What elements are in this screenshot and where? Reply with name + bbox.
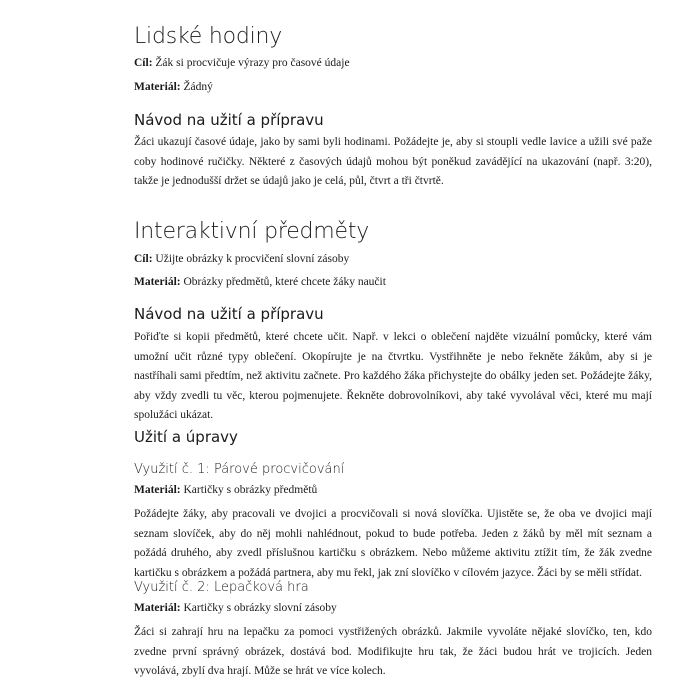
material-text: Kartičky s obrázky slovní zásoby [183, 602, 337, 614]
subheading-instructions: Návod na užití a přípravu [134, 305, 324, 323]
subheading-uses: Užití a úpravy [134, 428, 238, 446]
material-text: Obrázky předmětů, které chcete žáky naučit [183, 276, 386, 288]
instructions-paragraph: Žáci ukazují časové údaje, jako by sami byli hodinami. Požádejte je, aby si stoupli vedle lavice a užili své paže coby hodinové ručičky. Některé z časových údajů mohou být poněkud zavádějící na ukazování (např. 3:20), takže je jednodušší držet se údajů jako je celá, půl, čtvrt a tři čtvrtě. [134, 136, 652, 187]
material-label: Materiál: [134, 276, 181, 288]
use-2-material-line [134, 599, 337, 619]
instructions-paragraph: Pořiďte si kopii předmětů, které chcete učit. Např. v lekci o oblečení najděte vizuální pomůcky, které vám umožní učit různé typy oblečení. Okopírujte je na čtvrtku. Vystřihněte je nebo řekněte žákům, aby si je nastříhali sami předtím, než aktivitu začnete. Pro každého žáka přichystejte do obálky jeden set. Požádejte žáky, aby vždy zvedli tu věc, kterou pojmenujete. Řekněte dobrovolníkovi, aby také vyvolával věci, které mu mají spolužáci ukázat. [134, 331, 652, 421]
material-line [134, 78, 213, 98]
use-1-paragraph: Požádejte žáky, aby pracovali ve dvojici a procvičovali si nová slovíčka. Ujistěte se, že oba ve dvojici mají seznam slovíček, aby do něj mohli nahlédnout, pokud to bude potřeba. Jeden z žáků by měl mít seznam a požádá druhého, aby zvedl příslušnou kartičku s obrázkem. Nebo můžeme aktivitu ztížit tím, že žák zvedne kartičku s obrázkem a požádá partnera, aby mu řekl, jak zní slovíčko v cílovém jazyce. Žáci by se měli střídat. [134, 508, 652, 579]
goal-line [134, 54, 350, 74]
goal-label: Cíl: [134, 253, 153, 265]
goal-text: Užijte obrázky k procvičení slovní zásoby [155, 253, 350, 265]
section-title-lidske-hodiny: Lidské hodiny [134, 24, 283, 49]
material-label: Materiál: [134, 81, 181, 93]
goal-label: Cíl: [134, 57, 153, 69]
use-2-title: Využití č. 2: Lepačková hra [134, 580, 309, 595]
section-title-interaktivni-predmety: Interaktivní předměty [134, 219, 370, 244]
material-label: Materiál: [134, 602, 181, 614]
use-1-title: Využití č. 1: Párové procvičování [134, 462, 345, 477]
use-1-material-line [134, 481, 317, 501]
material-line [134, 273, 386, 293]
goal-line [134, 250, 349, 270]
goal-text: Žák si procvičuje výrazy pro časové údaje [155, 57, 350, 69]
material-text: Kartičky s obrázky předmětů [183, 484, 318, 496]
subheading-instructions: Návod na užití a přípravu [134, 111, 324, 129]
material-label: Materiál: [134, 484, 181, 496]
use-2-paragraph: Žáci si zahrají hru na lepačku za pomoci vystřižených obrázků. Jakmile vyvoláte nějaké slovíčko, ten, kdo zvedne první správný obrázek, dostává bod. Modifikujte hru tak, že žáci budou hrát ve trojicích. Jeden vyvolává, zbylí dva hrají. Může se hrát ve více kolech. [134, 626, 652, 677]
material-text: Žádný [183, 81, 213, 93]
